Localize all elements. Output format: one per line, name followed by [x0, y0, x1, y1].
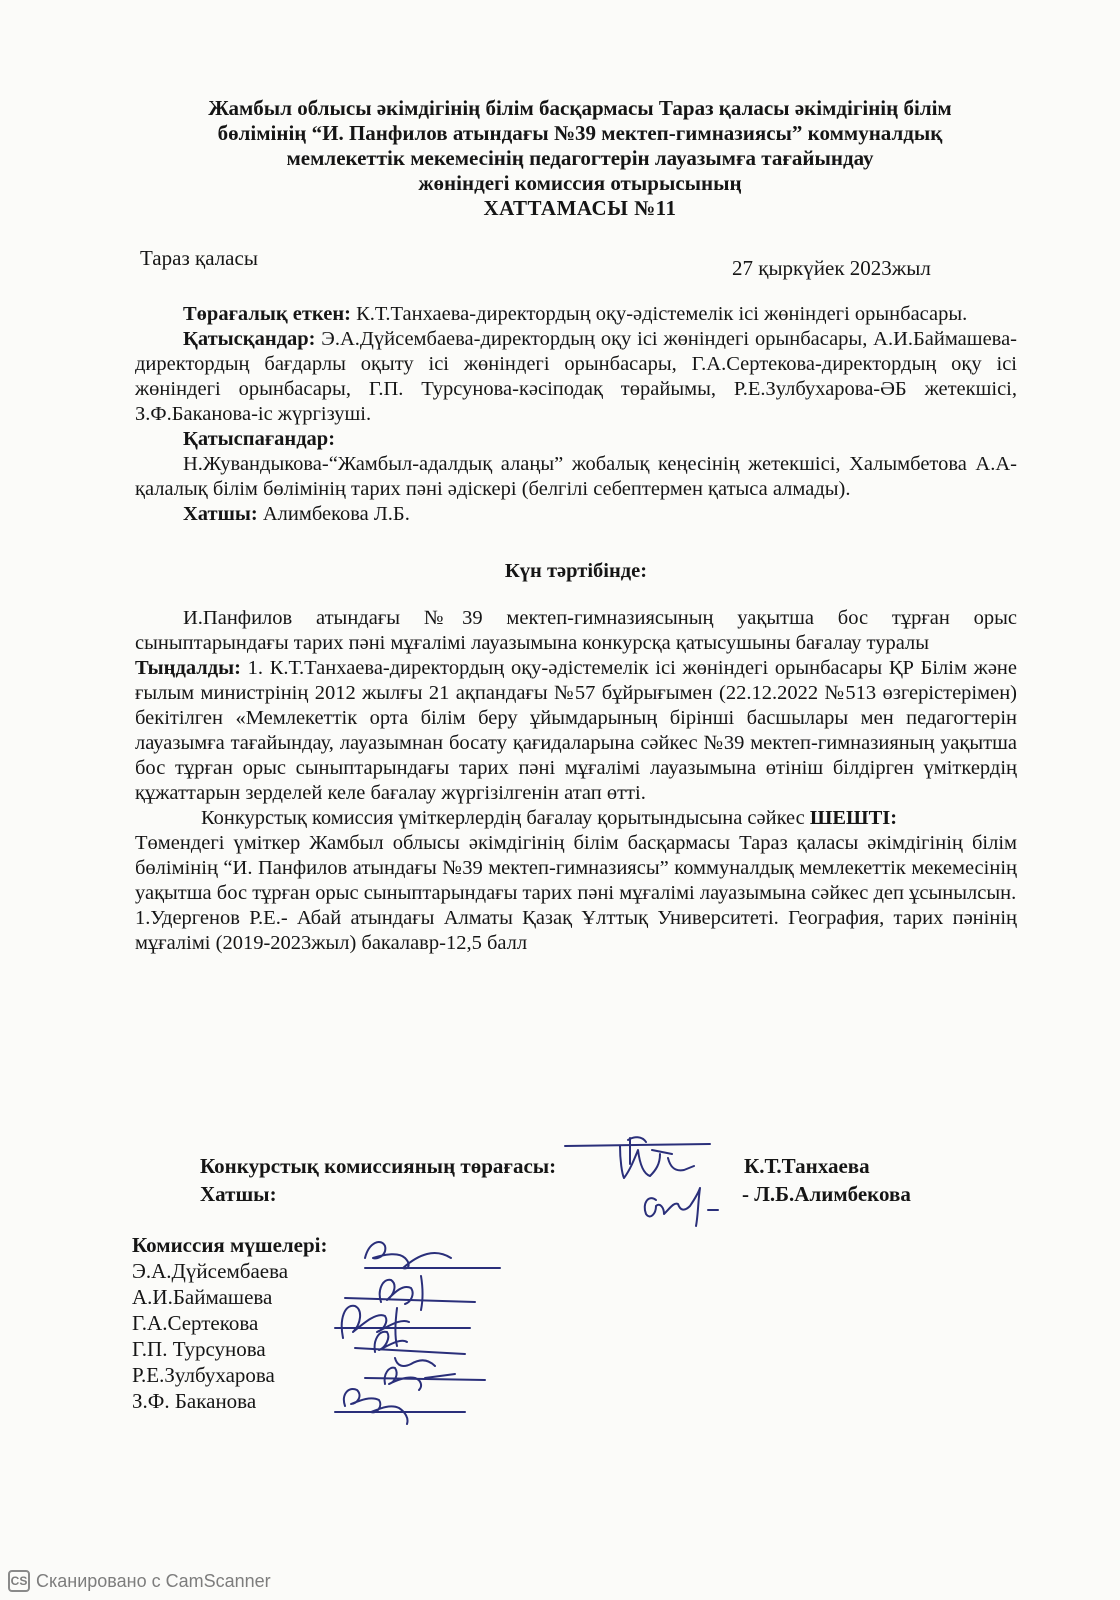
date: 27 қыркүйек 2023жыл [732, 256, 931, 280]
city: Тараз қаласы [140, 246, 258, 270]
absent-paragraph: Н.Жувандыкова-“Жамбыл-адалдық алаңы” жобалық кеңесінің жетекшісі, Халымбетова А.А- қалалық білім бөлімінің тарих пәні әдіскері (белгілі себептермен қатыса алмады). [135, 453, 1017, 500]
chair-paragraph [135, 302, 1017, 327]
header-line-3: мемлекеттік мекемесінің педагогтерін лауазымға тағайындау [286, 146, 874, 170]
secretary-label: Хатшы: [183, 503, 258, 525]
participants-paragraph [135, 327, 1017, 427]
signature-dash: - [742, 1182, 749, 1206]
heard-text: 1. К.Т.Танхаева-директордың оқу-әдістемелік ісі жөніндегі орынбасары ҚР Білім және ғылым министрінің 2012 жылғы 21 ақпандағы №57 бұйрығымен (22.12.2022 №513 өзгерістерімен) бекітілген «Мемлекеттік орта білім беру ұйымдарының бірінші басшылары мен педагогтерін лауазымға тағайындау, лауазымнан босату қағидаларына сәйкес №39 мектеп-гимназияның уақытша бос тұрған орыс сыныптарындағы тарих пәні мұғалімі лауазымына өтініш білдірген үміткердің құжаттарын зерделей келе бағалау жүргізілгенін атап өтті. [135, 657, 1017, 804]
member-name: Г.А.Сертекова [132, 1311, 259, 1335]
document-body [135, 302, 1017, 956]
participants-text: Э.А.Дүйсембаева-директордың оқу ісі жөніндегі орынбасары, А.И.Баймашева-директордың бағдарлы оқыту ісі жөніндегі орынбасары, Г.А.Сертекова-директордың оқу ісі жөніндегі орынбасары, Г.П. Турсунова-кәсіподақ төрайымы, Р.Е.Зулбухарова-ӘБ жетекшісі, З.Ф.Баканова-іс жүргізуші. [135, 328, 1017, 425]
absent-label-line [135, 427, 1017, 452]
chair-signature-label: Конкурстық комиссияның төрағасы: [200, 1154, 557, 1178]
header-line-2: бөлімінің “И. Панфилов атындағы №39 мектеп-гимназиясы” коммуналдық [217, 121, 943, 145]
chair-label: Төрағалық еткен: [183, 303, 351, 325]
scanner-footer [8, 1568, 271, 1594]
secretary-signature-name: - Л.Б.Алимбекова [742, 1182, 911, 1206]
members-title: Комиссия мүшелері: [132, 1233, 328, 1257]
chair-signature-name: К.Т.Танхаева [744, 1154, 870, 1178]
decision-intro: Конкурстық комиссия үміткерлердің бағалау қорытындысына сәйкес [201, 807, 810, 829]
chair-text: К.Т.Танхаева-директордың оқу-әдістемелік ісі жөніндегі орынбасары. [350, 303, 968, 325]
candidate-paragraph: 1.Удергенов Р.Е.- Абай атындағы Алматы Қазақ Ұлттық Университеті. География, тарих пәнінің мұғалімі (2019-2023жыл) бакалавр-12,5 балл [135, 907, 1017, 954]
member-name: Р.Е.Зулбухарова [132, 1363, 275, 1387]
member-name: Г.П. Турсунова [132, 1337, 266, 1361]
scanner-footer-text: Сканировано с CamScanner [36, 1570, 271, 1591]
member-name: А.И.Баймашева [132, 1285, 273, 1309]
secretary-line [135, 502, 1017, 527]
heard-paragraph [135, 656, 1017, 806]
member-name: Э.А.Дүйсембаева [132, 1259, 289, 1283]
secretary-text: Алимбекова Л.Б. [257, 503, 410, 525]
decision-label: ШЕШТІ: [809, 807, 898, 829]
header-line-1: Жамбыл облысы әкімдігінің білім басқармасы Тараз қаласы әкімдігінің білім [208, 96, 952, 120]
chair-secretary-signatures-image [560, 1130, 740, 1230]
heard-label: Тыңдалды: [135, 657, 241, 679]
absent-label: Қатыспағандар: [183, 428, 336, 450]
commission-members [132, 1232, 328, 1414]
secretary-signature-label: Хатшы: [200, 1182, 277, 1206]
decision-intro-line [135, 806, 1017, 831]
participants-label: Қатысқандар: [183, 328, 316, 350]
document-header [130, 96, 1030, 221]
header-line-4: жөніндегі комиссия отырысының [418, 171, 742, 195]
agenda-title: Күн тәртібінде: [504, 560, 648, 582]
decision-paragraph: Төмендегі үміткер Жамбыл облысы әкімдігінің білім басқармасы Тараз қаласы әкімдігінің білім бөлімінің “И. Панфилов атындағы №39 мектеп-гимназиясы” коммуналдық мемлекеттік мекемесінің уақытша бос тұрған орыс сыныптарындағы тарих пәні мұғалімі лауазымына сәйкес деп ұсынылсын. [135, 832, 1017, 904]
camscanner-logo-icon: CS [8, 1570, 30, 1592]
agenda-paragraph: И.Панфилов атындағы №39 мектеп-гимназиясының уақытша бос тұрған орыс сыныптарындағы тарих пәні мұғалімі лауазымына конкурсқа қатысушыны бағалау туралы [135, 607, 1017, 654]
protocol-number: ХАТТАМАСЫ №11 [483, 196, 677, 220]
member-name: З.Ф. Баканова [132, 1389, 257, 1413]
member-signatures-image [325, 1228, 505, 1428]
